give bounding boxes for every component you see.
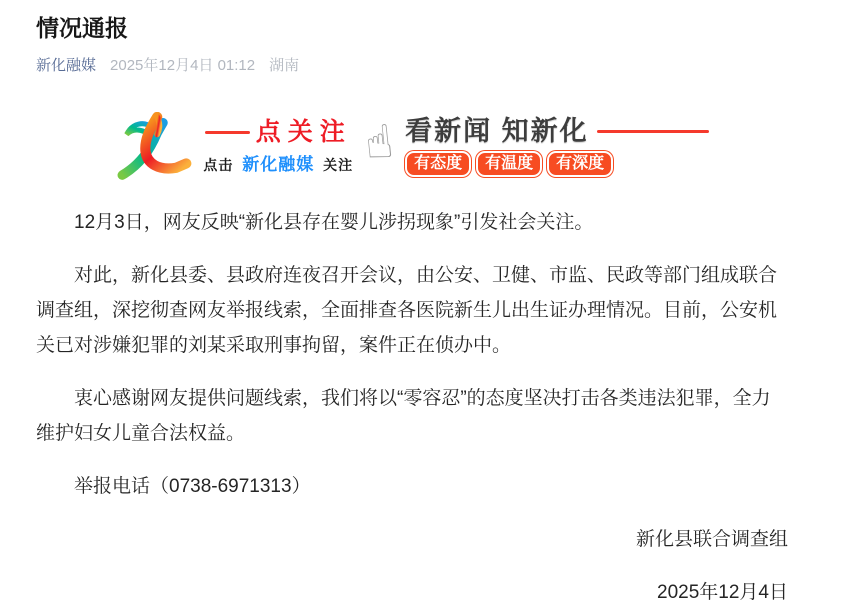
tag-warmth: 有温度 <box>476 151 542 177</box>
brand-logo-icon <box>115 112 195 180</box>
page-title: 情况通报 <box>36 15 128 41</box>
follow-call-to-action <box>203 117 353 175</box>
red-line-icon <box>597 130 709 133</box>
banner-account-name: 新化融媒 <box>242 155 315 174</box>
publish-datetime: 2025年12月4日 01:12 <box>110 57 256 74</box>
publish-location: 湖南 <box>269 57 300 74</box>
banner-headline-block <box>405 115 709 177</box>
article-body <box>36 205 788 610</box>
banner-tags <box>405 151 709 177</box>
paragraph-thanks: 衷心感谢网友提供问题线索，我们将以“零容忍”的态度坚决打击各类违法犯罪，全力维护妇女儿童合法权益。 <box>36 388 771 444</box>
click-prefix-label: 点击 <box>203 157 234 173</box>
follow-instruction <box>203 150 353 175</box>
paragraph-report: 12月3日，网友反映“新化县存在婴儿涉拐现象”引发社会关注。 <box>74 212 594 233</box>
tag-attitude: 有态度 <box>405 151 471 177</box>
paragraph-hotline: 举报电话（0738-6971313） <box>74 476 311 497</box>
paragraph-response: 对此，新化县委、县政府连夜召开会议，由公安、卫健、市监、民政等部门组成联合调查组，深挖彻查网友举报线索，全面排查各医院新生儿出生证办理情况。目前，公安机关已对涉嫌犯罪的刘某采取刑事拘留，案件正在侦办中。 <box>36 265 778 356</box>
pointing-hand-icon: ☝ <box>362 113 396 171</box>
source-account-link[interactable]: 新化融媒 <box>36 57 97 74</box>
promo-banner-image[interactable] <box>115 103 708 189</box>
follow-slogan: 点关注 <box>255 118 352 146</box>
banner-headline: 看新闻 知新化 <box>405 116 589 146</box>
tag-depth: 有深度 <box>547 151 613 177</box>
article-meta <box>36 57 788 75</box>
follow-suffix-label: 关注 <box>323 157 354 173</box>
signature: 新化县联合调查组 <box>635 529 788 550</box>
red-dash-line <box>205 131 250 134</box>
signature-date: 2025年12月4日 <box>657 582 788 603</box>
